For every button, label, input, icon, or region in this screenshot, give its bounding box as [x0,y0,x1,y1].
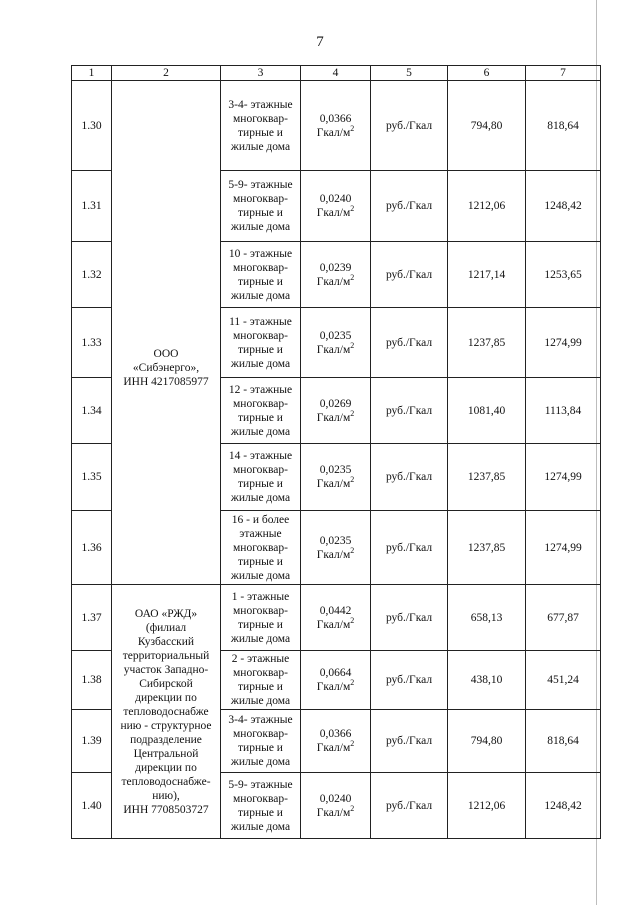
building-type-line: 5-9- этажные [228,179,293,191]
unit-cell: руб./Гкал [371,242,448,308]
building-type-line: многоквар- [233,329,288,342]
header-cell: 7 [526,66,601,81]
tariff-value-col6: 794,80 [448,81,526,171]
building-type-cell [221,171,301,242]
tariff-value-col7: 677,87 [526,585,601,651]
building-type-cell [221,585,301,651]
norm-unit-power: 2 [350,615,355,625]
organization-line: «Сибэнерго», [132,361,200,374]
norm-unit-text: Гкал/м [316,742,351,754]
tariff-value-col6: 438,10 [448,651,526,710]
consumption-norm-cell [301,242,371,308]
unit-cell: руб./Гкал [371,773,448,839]
building-type-line: 14 - этажные [228,450,293,462]
building-type-line: многоквар- [233,112,288,125]
norm-value: 0,0235 [319,534,352,547]
building-type-line: тирные и [238,681,283,693]
unit-cell: руб./Гкал [371,710,448,773]
norm-unit-text: Гкал/м [316,207,351,219]
norm-value: 0,0235 [319,329,352,342]
building-type-cell [221,242,301,308]
tariff-value-col6: 794,80 [448,710,526,773]
row-number: 1.30 [72,81,112,171]
building-type-line: жилые дома [230,221,291,233]
row-number: 1.33 [72,308,112,378]
building-type-line: многоквар- [233,397,288,410]
tariff-table [71,65,601,839]
norm-unit-power: 2 [350,475,355,485]
norm-unit-text: Гкал/м [316,275,351,288]
organization-line: тепловодоснабже [123,705,209,718]
unit-cell: руб./Гкал [371,171,448,242]
header-cell: 4 [301,66,371,81]
building-type-line: 10 - этажные [228,247,293,260]
organization-line: ОАО «РЖД» [134,607,198,620]
norm-unit-text: Гкал/м [316,343,351,356]
organization-line: ИНН 4217085977 [123,375,209,388]
building-type-cell [221,81,301,171]
norm-value: 0,0366 [319,728,352,740]
header-cell: 5 [371,66,448,81]
organization-line: территориальный [122,649,210,662]
norm-unit [301,408,370,425]
organization-line: Сибирской [139,677,193,690]
organization-cell [112,81,221,585]
organization-line: ИНН 7708503727 [123,803,209,816]
building-type-line: 3-4- этажные [228,714,293,726]
unit-cell: руб./Гкал [371,444,448,511]
organization-line: тепловодоснабже- [121,775,211,788]
building-type-line: тирные и [238,806,283,819]
consumption-norm-cell [301,171,371,242]
consumption-norm-cell [301,651,371,710]
building-type-line: жилые дома [230,820,291,833]
building-type-line: жилые дома [230,289,291,302]
header-cell: 2 [112,66,221,81]
norm-unit [301,340,370,357]
consumption-norm-cell [301,773,371,839]
row-number: 1.39 [72,710,112,773]
unit-cell: руб./Гкал [371,511,448,585]
header-row [72,66,601,81]
building-type-line: 16 - и более [231,513,290,526]
norm-unit-power: 2 [350,678,355,688]
header-cell: 6 [448,66,526,81]
norm-unit [301,545,370,562]
building-type-cell [221,773,301,839]
consumption-norm-cell [301,81,371,171]
row-number: 1.35 [72,444,112,511]
building-type-cell [221,444,301,511]
norm-value: 0,0239 [319,261,352,274]
header-cell: 3 [221,66,301,81]
norm-unit-power: 2 [350,204,355,214]
building-type-line: тирные и [238,207,283,219]
building-type-cell [221,710,301,773]
norm-unit-text: Гкал/м [316,411,351,424]
building-type-line: жилые дома [230,569,291,582]
building-type-line: жилые дома [230,695,291,707]
building-type-line: 1 - этажные [231,590,290,603]
building-type-line: 5-9- этажные [228,778,293,791]
building-type-line: многоквар- [233,604,288,617]
organization-line: нию), [152,789,180,802]
building-type-cell [221,651,301,710]
consumption-norm-cell [301,511,371,585]
building-type-line: жилые дома [230,632,291,645]
tariff-value-col7: 1248,42 [526,773,601,839]
norm-value: 0,0366 [319,112,352,125]
norm-unit [301,803,370,820]
norm-unit [301,123,370,140]
norm-unit-power: 2 [350,408,355,418]
tariff-value-col7: 1274,99 [526,511,601,585]
building-type-line: тирные и [238,343,283,356]
table-row [72,81,601,171]
building-type-line: жилые дома [230,140,291,153]
tariff-value-col7: 1253,65 [526,242,601,308]
consumption-norm-cell [301,710,371,773]
norm-unit-text: Гкал/м [316,126,351,139]
norm-unit-text: Гкал/м [316,618,351,631]
unit-cell: руб./Гкал [371,585,448,651]
building-type-line: 3-4- этажные [228,98,293,111]
building-type-line: тирные и [238,411,283,424]
building-type-line: 11 - этажные [229,315,292,328]
building-type-line: жилые дома [230,357,291,370]
building-type-line: жилые дома [230,492,291,504]
tariff-value-col6: 1217,14 [448,242,526,308]
tariff-value-col6: 1237,85 [448,308,526,378]
building-type-line: многоквар- [233,193,288,205]
tariff-value-col6: 1212,06 [448,171,526,242]
row-number: 1.34 [72,378,112,444]
unit-cell: руб./Гкал [371,308,448,378]
building-type-line: 2 - этажные [231,653,290,665]
norm-unit [301,477,370,491]
building-type-line: многоквар- [233,792,288,805]
tariff-value-col7: 1274,99 [526,308,601,378]
organization-line: дирекции по [135,691,197,704]
tariff-value-col6: 1081,40 [448,378,526,444]
building-type-line: тирные и [238,126,283,139]
norm-value: 0,0664 [319,667,352,679]
consumption-norm-cell [301,308,371,378]
building-type-line: многоквар- [233,667,288,679]
norm-unit-text: Гкал/м [316,806,351,819]
building-type-line: многоквар- [233,464,288,476]
page-number: 7 [316,34,324,50]
organization-line: ООО [153,347,179,360]
norm-value: 0,0235 [319,464,352,476]
unit-cell: руб./Гкал [371,81,448,171]
tariff-value-col7: 818,64 [526,710,601,773]
unit-cell: руб./Гкал [371,378,448,444]
norm-unit-text: Гкал/м [316,681,351,693]
tariff-value-col6: 1237,85 [448,511,526,585]
building-type-cell [221,308,301,378]
norm-unit-text: Гкал/м [316,478,351,490]
organization-line: подразделение [130,733,202,746]
norm-unit [301,272,370,289]
tariff-value-col6: 658,13 [448,585,526,651]
consumption-norm-cell [301,444,371,511]
building-type-line: тирные и [238,478,283,490]
row-number: 1.36 [72,511,112,585]
row-number: 1.37 [72,585,112,651]
norm-unit-power: 2 [350,545,355,555]
row-number: 1.32 [72,242,112,308]
building-type-line: тирные и [238,742,283,754]
row-number: 1.31 [72,171,112,242]
norm-unit-power: 2 [350,340,355,350]
norm-unit [301,741,370,755]
building-type-line: тирные и [238,275,283,288]
norm-unit [301,615,370,632]
tariff-value-col6: 1237,85 [448,444,526,511]
row-number: 1.40 [72,773,112,839]
organization-line: (филиал [145,621,187,634]
organization-line: дирекции по [135,761,197,774]
tariff-value-col7: 818,64 [526,81,601,171]
building-type-line: жилые дома [230,425,291,438]
building-type-line: жилые дома [230,756,291,768]
organization-line: участок Западно- [123,663,209,676]
norm-value: 0,0269 [319,397,352,410]
tariff-value-col6: 1212,06 [448,773,526,839]
building-type-cell [221,378,301,444]
building-type-line: этажные [239,527,282,540]
tariff-value-col7: 451,24 [526,651,601,710]
organization-line: Центральной [133,747,199,760]
norm-unit-text: Гкал/м [316,548,351,561]
building-type-line: многоквар- [233,541,288,554]
norm-value: 0,0442 [319,604,352,617]
norm-unit-power: 2 [350,272,355,282]
tariff-value-col7: 1248,42 [526,171,601,242]
building-type-line: тирные и [238,555,283,568]
norm-value: 0,0240 [319,792,352,805]
norm-value: 0,0240 [319,193,352,205]
consumption-norm-cell [301,585,371,651]
building-type-line: многоквар- [233,261,288,274]
tariff-value-col7: 1113,84 [526,378,601,444]
norm-unit-power: 2 [350,803,355,813]
building-type-line: тирные и [238,618,283,631]
unit-cell: руб./Гкал [371,651,448,710]
organization-cell [112,585,221,839]
building-type-line: многоквар- [233,728,288,740]
table-body [72,81,601,839]
consumption-norm-cell [301,378,371,444]
norm-unit-power: 2 [350,123,355,133]
row-number: 1.38 [72,651,112,710]
tariff-value-col7: 1274,99 [526,444,601,511]
header-cell: 1 [72,66,112,81]
building-type-cell [221,511,301,585]
table-row [72,585,601,651]
organization-line: нию - структурное [120,719,212,732]
norm-unit [301,680,370,694]
building-type-line: 12 - этажные [228,383,293,396]
norm-unit [301,206,370,220]
norm-unit-power: 2 [350,739,355,749]
organization-line: Кузбасский [137,635,195,648]
